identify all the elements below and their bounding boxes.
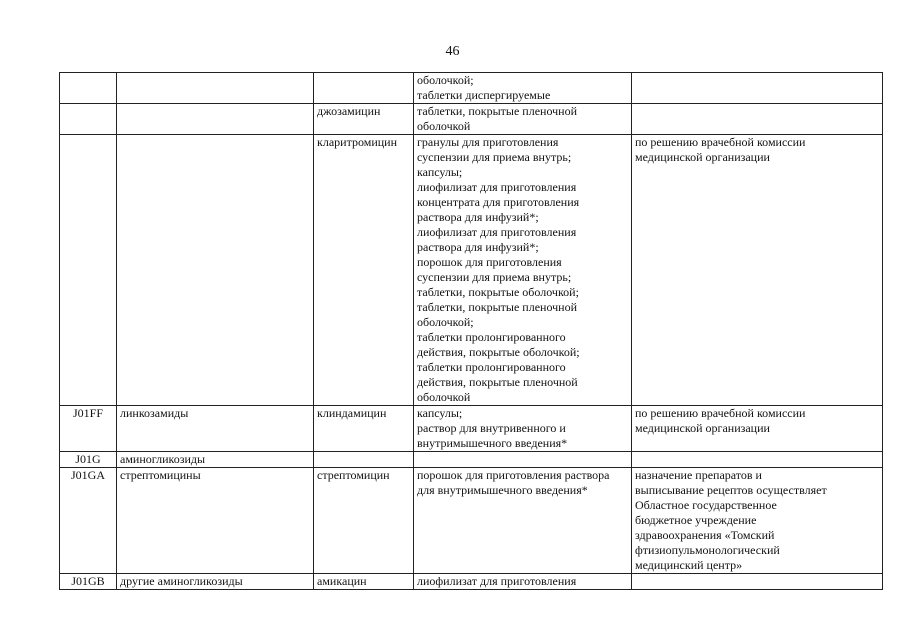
group-cell: стрептомицины xyxy=(117,468,314,574)
table-row xyxy=(60,104,883,135)
note-cell: по решению врачебной комиссии медицинской организации xyxy=(632,135,883,406)
atc-code-cell xyxy=(60,73,117,104)
note-cell: назначение препаратов и выписывание рецептов осуществляет Областное государственное бюджетное учреждение здравоохранения «Томский фтизиопульмонологический медицинский центр» xyxy=(632,468,883,574)
note-cell xyxy=(632,73,883,104)
page-number: 46 xyxy=(445,44,460,59)
dosage-forms-cell: порошок для приготовления раствора для внутримышечного введения* xyxy=(414,468,632,574)
note-cell xyxy=(632,452,883,468)
atc-code-cell: J01GA xyxy=(60,468,117,574)
group-cell xyxy=(117,135,314,406)
table-row xyxy=(60,574,883,590)
note-cell xyxy=(632,104,883,135)
note-cell: по решению врачебной комиссии медицинской организации xyxy=(632,406,883,452)
inn-cell xyxy=(314,452,414,468)
dosage-forms-cell xyxy=(414,452,632,468)
group-cell xyxy=(117,104,314,135)
group-cell: аминогликозиды xyxy=(117,452,314,468)
inn-cell: амикацин xyxy=(314,574,414,590)
group-cell: другие аминогликозиды xyxy=(117,574,314,590)
inn-cell: стрептомицин xyxy=(314,468,414,574)
drug-table xyxy=(59,72,883,590)
note-cell xyxy=(632,574,883,590)
inn-cell: клиндамицин xyxy=(314,406,414,452)
table-row xyxy=(60,135,883,406)
table-row xyxy=(60,452,883,468)
atc-code-cell: J01FF xyxy=(60,406,117,452)
atc-code-cell xyxy=(60,104,117,135)
inn-cell: кларитромицин xyxy=(314,135,414,406)
dosage-forms-cell: гранулы для приготовления суспензии для приема внутрь; капсулы; лиофилизат для приготовления концентрата для приготовления раствора для инфузий*; лиофилизат для приготовления раствора для инфузий*; порошок для приготовления суспензии для приема внутрь; таблетки, покрытые оболочкой; таблетки, покрытые пленочной оболочкой; таблетки пролонгированного действия, покрытые оболочкой; таблетки пролонгированного действия, покрытые пленочной оболочкой xyxy=(414,135,632,406)
atc-code-cell xyxy=(60,135,117,406)
table-row xyxy=(60,468,883,574)
inn-cell: джозамицин xyxy=(314,104,414,135)
dosage-forms-cell: лиофилизат для приготовления xyxy=(414,574,632,590)
dosage-forms-cell: таблетки, покрытые пленочной оболочкой xyxy=(414,104,632,135)
dosage-forms-cell: капсулы; раствор для внутривенного и внутримышечного введения* xyxy=(414,406,632,452)
group-cell: линкозамиды xyxy=(117,406,314,452)
atc-code-cell: J01GB xyxy=(60,574,117,590)
table-row xyxy=(60,73,883,104)
dosage-forms-cell: оболочкой; таблетки диспергируемые xyxy=(414,73,632,104)
inn-cell xyxy=(314,73,414,104)
atc-code-cell: J01G xyxy=(60,452,117,468)
group-cell xyxy=(117,73,314,104)
table-row xyxy=(60,406,883,452)
